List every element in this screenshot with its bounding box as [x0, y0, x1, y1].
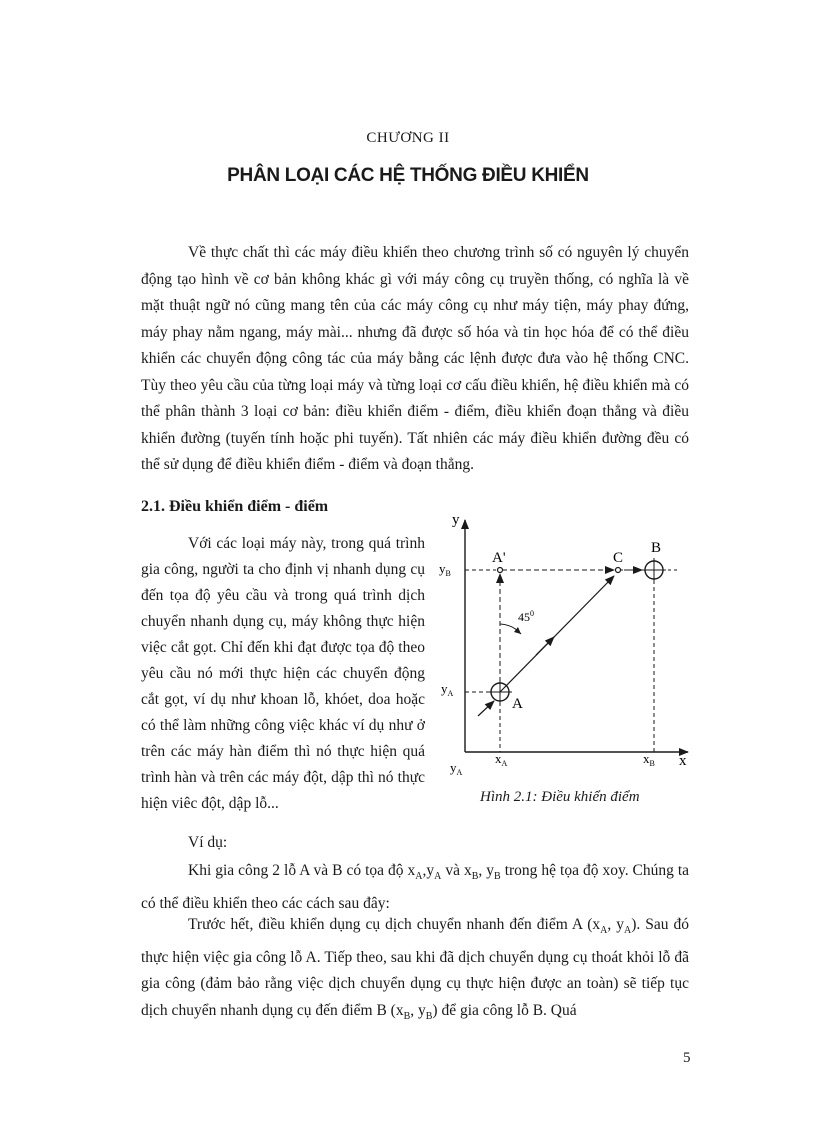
point-A-label: A	[512, 696, 523, 712]
y-axis-label: y	[452, 512, 460, 528]
example-paragraph-2: Trước hết, điều khiển dụng cụ dịch chuyển nhanh đến điểm A ($x_A$, $y_A$). Sau đó thực hiện việc gia công lỗ A. Tiếp theo, sau khi đã dịch chuyển dụng cụ thoát khỏi lỗ đã gia công (đảm bảo rằng việc dịch chuyển dụng cụ thực hiện được an toàn) sẽ tiếp tục dịch chuyển nhanh dụng cụ đến điểm B ($x_B$, $y_B$) để gia công lỗ B. Quá	[141, 916, 690, 1022]
point-C-dot	[616, 568, 621, 573]
yB-label: $y_B$	[439, 561, 451, 578]
point-A-prime-dot	[498, 568, 503, 573]
example-label: Ví dụ:	[188, 834, 228, 851]
angle-label: $45^0$	[518, 609, 534, 624]
section-heading: 2.1. Điều khiển điểm - điểm	[141, 498, 329, 515]
point-B-label: B	[651, 540, 662, 556]
x-axis-label: x	[679, 753, 687, 769]
page-number: 5	[683, 1050, 691, 1066]
chapter-title: PHÂN LOẠI CÁC HỆ THỐNG ĐIỀU KHIỂN	[227, 165, 589, 186]
diagonal-path	[500, 576, 614, 692]
xA-label: $x_A$	[495, 751, 508, 768]
xB-label: $x_B$	[643, 751, 655, 768]
diagonal-path-lower	[478, 701, 494, 716]
section-paragraph: Với các loại máy này, trong quá trình gia công, người ta cho định vị nhanh dụng cụ đến tọa độ yêu cầu và trong quá trình dịch chuyển nhanh dụng cụ, máy không thực hiện việc cắt gọt. Chỉ đến khi đạt được tọa độ theo yêu cầu nó mới thực hiện các chuyển động cắt gọt, ví dụ như khoan lỗ, khóet, doa hoặc có thể làm những công việc khác ví dụ như ở trên các máy hàn điểm thì nó thực hiện quá trình hàn và trên các máy đột, dập thì nó thực hiện viêc đột, dập lỗ...	[141, 535, 425, 812]
chapter-label: CHƯƠNG II	[366, 130, 450, 146]
point-A-prime-label: A'	[492, 550, 506, 566]
point-to-point-diagram	[436, 506, 706, 788]
point-C-label: C	[613, 550, 624, 566]
intro-paragraph: Về thực chất thì các máy điều khiển theo chương trình số có nguyên lý chuyển động tạo hình về cơ bản không khác gì với máy công cụ truyền thống, có nghĩa là về mặt thuật ngữ nó cũng mang tên của các máy công cụ như máy tiện, máy phay đứng, máy phay nằm ngang, máy mài... nhưng đã được số hóa và tin học hóa để có thể điều khiển các chuyển động công tác của máy bằng các lệnh được đưa vào hệ thống CNC. Tùy theo yêu cầu của từng loại máy và từng loại cơ cấu điều khiển, hệ điều khiển mà có thể phân thành 3 loại cơ bản: điều khiển điểm - điểm, điều khiển đoạn thẳng và điều khiển đường (tuyến tính hoặc phi tuyến). Tất nhiên các máy điều khiển đường đều có thể sử dụng để điều khiển điểm - điểm và đoạn thẳng.	[141, 244, 689, 473]
diagonal-path-mid-arrow	[536, 637, 554, 655]
yA-origin-label: $y_A$	[450, 760, 463, 777]
angle-arrow-head	[514, 627, 521, 634]
yA-label: $y_A$	[441, 681, 454, 698]
example-paragraph-1: Khi gia công 2 lỗ A và B có tọa độ $x_A,y_A$ và $x_B$, $y_B$ trong hệ tọa độ xoy. Chúng ta có thể điều khiển theo các cách sau đây:	[141, 862, 690, 912]
figure-caption: Hình 2.1: Điều khiển điểm	[480, 789, 640, 805]
